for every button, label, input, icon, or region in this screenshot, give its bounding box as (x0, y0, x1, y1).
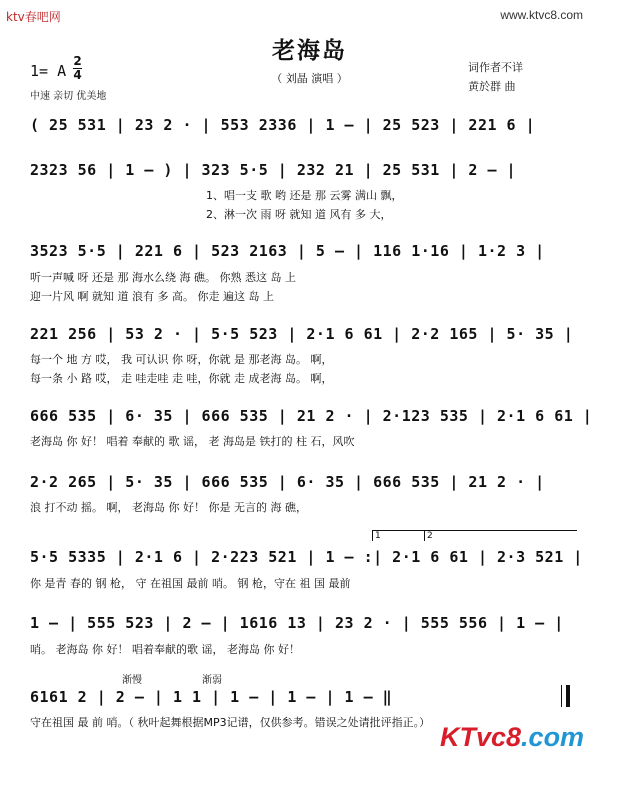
system-7-lyric-1: 你 是青 春的 钢 枪， 守 在祖国 最前 哨。 钢 枪，守在 祖 国 最前 (30, 577, 351, 590)
watermark-right: www.ktvc8.com (500, 8, 583, 22)
system-7-notes: 5·5 5335 | 2·1 6 | 2·223 521 | 1 – :| 2·1 6 61 | 2·3 521 | (30, 548, 583, 566)
tempo-marking: 中速 亲切 优美地 (30, 91, 107, 102)
ritardando-mark: 渐慢 (122, 675, 142, 686)
logo-left: KTvc8 (440, 722, 522, 752)
system-2-lyric-2: 2、淋一次 雨 呀 就知 道 风有 多 大， (206, 208, 392, 221)
credits (468, 58, 523, 96)
time-signature (73, 55, 82, 82)
song-title: 老海岛 (272, 37, 347, 64)
system-3-lyric-2: 迎一片风 啊 就知 道 浪有 多 高。 你走 遍这 岛 上 (30, 290, 274, 303)
system-4-notes: 221 256 | 53 2 · | 5·5 523 | 2·1 6 61 | 2·2 165 | 5· 35 | (30, 325, 574, 343)
system-3-lyric-1: 听一声喊 呀 还是 那 海水么绕 海 礁。 你熟 悉这 岛 上 (30, 271, 296, 284)
system-6-lyric-1: 浪 打不动 摇。 啊， 老海岛 你 好！ 你是 无言的 海 礁， (30, 501, 307, 514)
system-2-notes: 2323 56 | 1 – ) | 323 5·5 | 232 21 | 25 531 | 2 – | (30, 161, 517, 179)
system-3-notes: 3523 5·5 | 221 6 | 523 2163 | 5 – | 116 1·16 | 1·2 3 | (30, 242, 545, 260)
lyricist: 词作者不详 (468, 61, 523, 74)
system-4-lyric-1: 每一个 地 方 哎， 我 可认识 你 呀，你就 是 那老海 岛。 啊， (30, 353, 333, 366)
system-5-lyric-1: 老海岛 你 好！ 唱着 奉献的 歌 谣， 老 海岛是 铁打的 柱 石，风吹 (30, 435, 355, 448)
singer-line: （ 刘晶 演唱 ） (271, 72, 348, 85)
final-barline-thick (566, 685, 570, 707)
system-8-lyric-1: 哨。 老海岛 你 好！ 唱着奉献的歌 谣， 老海岛 你 好！ (30, 643, 300, 656)
system-8-notes: 1 – | 555 523 | 2 – | 1616 13 | 23 2 · | 555 556 | 1 – | (30, 614, 564, 632)
system-9-lyric-1: 守在祖国 最 前 哨。（ 秋叶起舞根据MP3记谱，仅供参考。错误之处请批评指正。） (30, 716, 431, 729)
volta-2: 2 (424, 530, 577, 541)
watermark-left: ktv春吧网 (6, 10, 61, 24)
system-6-notes: 2·2 265 | 5· 35 | 666 535 | 6· 35 | 666 535 | 21 2 · | (30, 473, 545, 491)
logo-right: .com (521, 722, 585, 752)
key-signature: 1= A (30, 62, 67, 80)
time-bottom: 4 (73, 68, 82, 82)
system-5-notes: 666 535 | 6· 35 | 666 535 | 21 2 · | 2·123 535 | 2·1 6 61 | (30, 407, 593, 425)
composer: 黄於群 曲 (468, 80, 516, 93)
system-4-lyric-2: 每一条 小 路 哎， 走 哇走哇 走 哇，你就 走 成老海 岛。 啊， (30, 372, 333, 385)
system-9-notes: 6161 2 | 2 – | 1 1 | 1 – | 1 – | 1 – ‖ (30, 688, 393, 706)
ktvc8-logo (440, 722, 584, 753)
final-barline-thin (561, 685, 562, 707)
system-2-lyric-1: 1、唱一支 歌 哟 还是 那 云雾 满山 飘， (206, 189, 403, 202)
system-1-notes: ( 25 531 | 23 2 · | 553 2336 | 1 – | 25 523 | 221 6 | (30, 116, 536, 134)
volta-1: 1 (372, 530, 425, 541)
time-top: 2 (73, 54, 82, 68)
diminuendo-mark: 渐弱 (202, 675, 222, 686)
